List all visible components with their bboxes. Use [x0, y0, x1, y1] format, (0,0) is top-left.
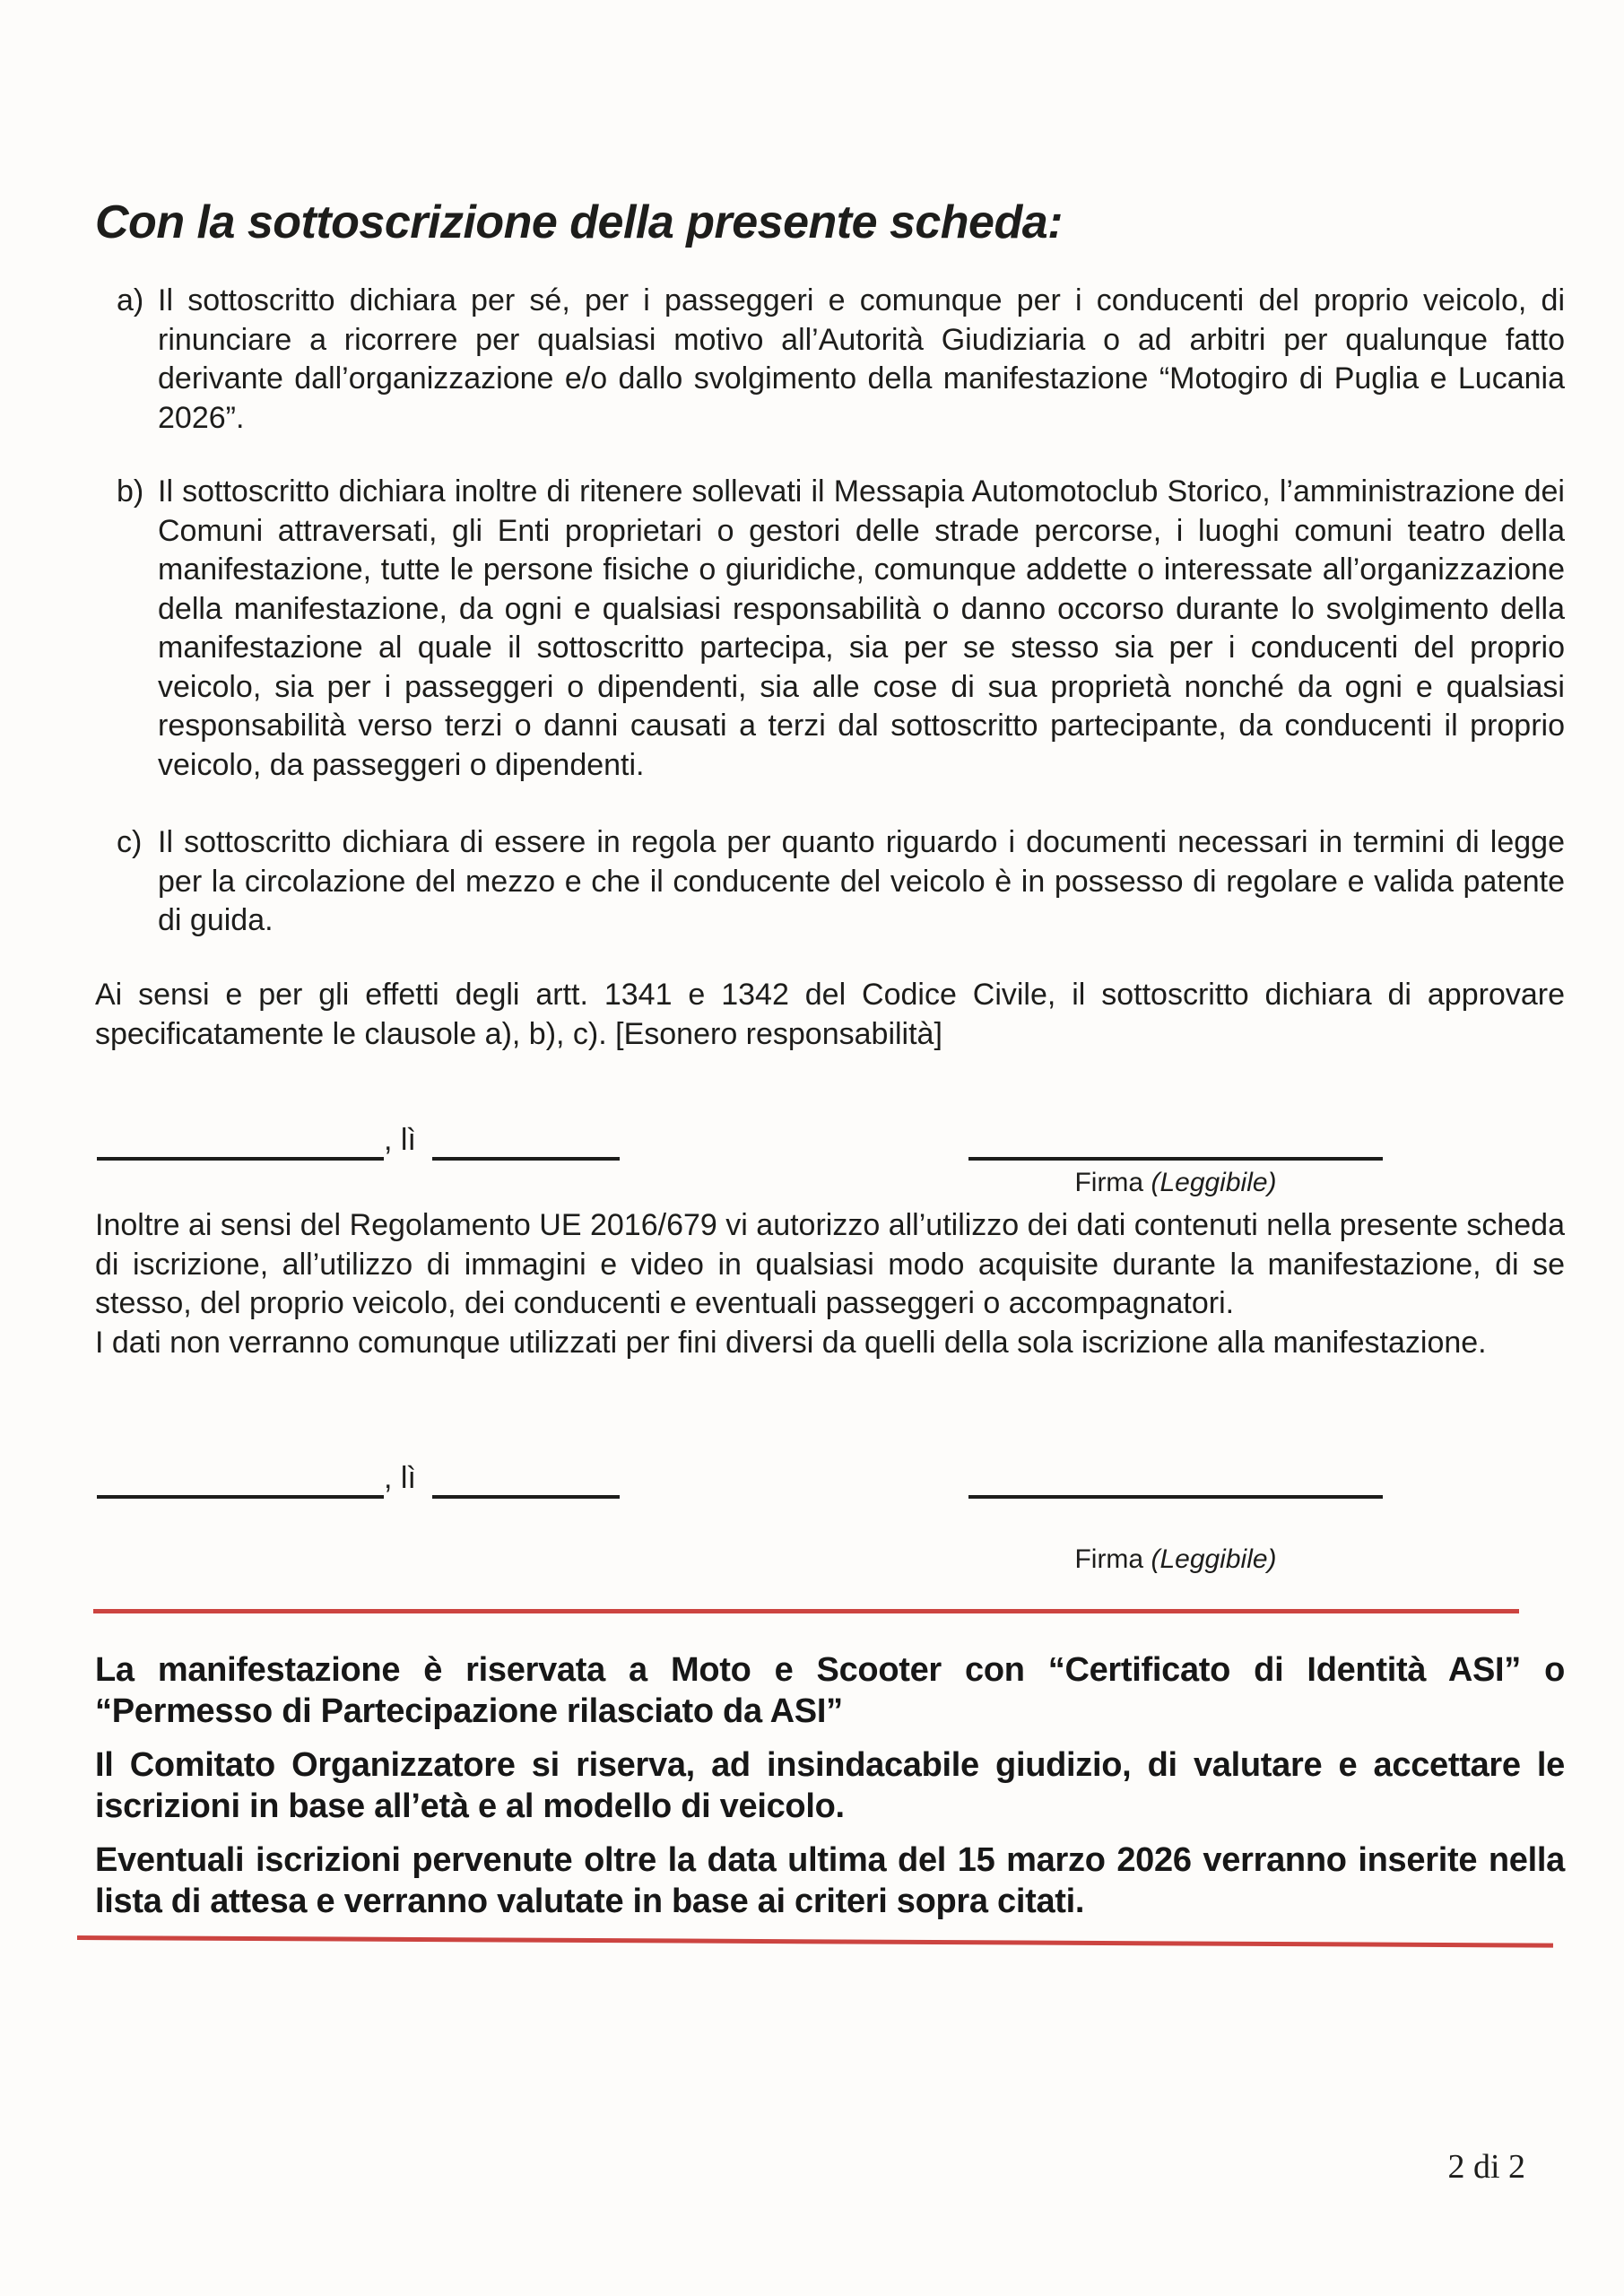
signature-blank-line	[968, 1157, 1383, 1161]
notice-paragraph: Eventuali iscrizioni pervenute oltre la data ultima del 15 marzo 2026 verranno inserite nella lista di attesa e verranno valutate in base ai criteri sopra citati.	[95, 1841, 1565, 1920]
signature-caption	[968, 1544, 1383, 1576]
privacy-section	[95, 1206, 1565, 1362]
date-prefix-label: , lì	[384, 1461, 416, 1495]
place-blank-line	[97, 1495, 384, 1499]
clause-label: b)	[117, 474, 144, 509]
place-blank-line	[97, 1157, 384, 1161]
clause-text: Il sottoscritto dichiara di essere in regola per quanto riguardo i documenti necessari in termini di legge per la circolazione del mezzo e che il conducente del veicolo è in possesso di regolare e valida patente di guida.	[158, 825, 1565, 937]
firma-note: (Leggibile)	[1151, 1168, 1277, 1197]
divider-rule-top	[93, 1609, 1519, 1613]
date-blank-line	[432, 1157, 620, 1161]
notice-section	[95, 1649, 1565, 1935]
firma-note: (Leggibile)	[1151, 1544, 1277, 1574]
clause-item-b	[117, 473, 1565, 785]
signature-blank-line	[968, 1495, 1383, 1499]
firma-label: Firma	[1074, 1168, 1144, 1197]
clause-item-a	[117, 282, 1565, 438]
clause-label: c)	[117, 825, 143, 859]
clause-text: Il sottoscritto dichiara per sé, per i passeggeri e comunque per i conducenti del proprio veicolo, di rinunciare a ricorrere per qualsiasi motivo all’Autorità Giudiziaria o ad arbitri per qualunque fatto derivante dall’organizzazione e/o dallo svolgimento della manifestazione “Motogiro di Puglia e Lucania 2026”.	[158, 283, 1565, 435]
divider-rule-bottom	[77, 1935, 1553, 1948]
clause-item-c	[117, 823, 1565, 941]
page-number: 2 di 2	[1447, 2148, 1525, 2186]
date-blank-line	[432, 1495, 620, 1499]
notice-paragraph: Il Comitato Organizzatore si riserva, ad insindacabile giudizio, di valutare e accettare le iscrizioni in base all’età e al modello di veicolo.	[95, 1746, 1565, 1825]
page-title: Con la sottoscrizione della presente scheda:	[95, 196, 1063, 248]
clause-text: Il sottoscritto dichiara inoltre di ritenere sollevati il Messapia Automotoclub Storico, l’amministrazione dei Comuni attraversati, gli Enti proprietari o gestori delle strade percorse, i luoghi comuni teatro della manifestazione, tutte le persone fisiche o giuridiche, comunque addette o interessate all’organizzazione della manifestazione, da ogni e qualsiasi responsabilità o danno occorso durante lo svolgimento della manifestazione al quale il sottoscritto partecipa, sia per se stesso sia per i conducenti del proprio veicolo, sia per i passeggeri o dipendenti, sia alle cose di sua proprietà nonché da ogni e qualsiasi responsabilità verso terzi o danni causati a terzi dal sottoscritto partecipante, da conducenti il proprio veicolo, da passeggeri o dipendenti.	[158, 474, 1565, 782]
firma-label: Firma	[1074, 1544, 1144, 1574]
clause-label: a)	[117, 283, 144, 317]
codice-civile-paragraph: Ai sensi e per gli effetti degli artt. 1341 e 1342 del Codice Civile, il sottoscritto dichiara di approvare specificatamente le clausole a), b), c). [Esonero responsabilità]	[95, 978, 1565, 1051]
privacy-paragraph: Inoltre ai sensi del Regolamento UE 2016/679 vi autorizzo all’utilizzo dei dati contenuti nella presente scheda di iscrizione, all’utilizzo di immagini e video in qualsiasi modo acquisite durante la manifestazione, di se stesso, del proprio veicolo, dei conducenti e eventuali passeggeri o accompagnatori.	[95, 1208, 1565, 1320]
notice-paragraph: La manifestazione è riservata a Moto e Scooter con “Certificato di Identità ASI” o “Permesso di Partecipazione rilasciato da ASI”	[95, 1651, 1565, 1730]
privacy-note: I dati non verranno comunque utilizzati per fini diversi da quelli della sola iscrizione alla manifestazione.	[95, 1325, 1487, 1360]
signature-caption	[968, 1167, 1383, 1199]
date-prefix-label: , lì	[384, 1123, 416, 1157]
